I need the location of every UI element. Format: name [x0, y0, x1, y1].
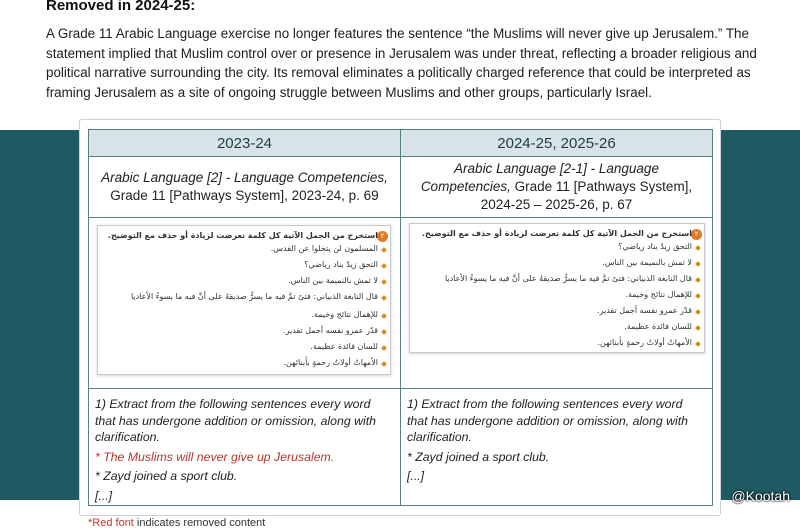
textbook-excerpt-right	[409, 223, 705, 353]
bullet-icon	[381, 329, 387, 335]
bullet-icon	[695, 341, 701, 347]
source-details-left: Grade 11 [Pathways System], 2023-24, p. 69	[110, 188, 379, 203]
arabic-line-left: لا تمش بالنميمة بين الناس.	[288, 276, 378, 285]
bullet-icon	[695, 325, 701, 331]
bullet-icon	[695, 293, 701, 299]
bullet-icon	[695, 277, 701, 283]
arabic-line-left: التحق زيدٌ بناد رياضي؟	[304, 260, 378, 269]
bullet-icon	[695, 245, 701, 251]
translation-instruction-right: 1) Extract from the following sentences every word that has undergone addition or omission, along with clarification.	[407, 397, 688, 444]
arabic-line-left: الأمهاتُ أولاتُ رحمةٍ بأبنائهن.	[283, 358, 378, 367]
exercise-number-badge: ٢	[691, 229, 702, 240]
source-citation-left	[89, 157, 401, 218]
bullet-icon	[381, 263, 387, 269]
ellipsis-right: [...]	[407, 469, 425, 483]
year-header-left: 2023-24	[89, 130, 401, 157]
exercise-number-badge: ٢	[377, 231, 388, 242]
example-sentence-right: * Zayd joined a sport club.	[407, 449, 550, 464]
comparison-table	[88, 129, 713, 506]
arabic-line-left: قال النابغة الذبياني: فتىً تمَّ فيه ما يسرُّ صديقهُ على أنَّ فيه ما يسوءُ الأعاديا	[130, 292, 378, 301]
arabic-line-right: الأمهاتُ أولاتُ رحمةٍ بأبنائهن.	[597, 338, 692, 347]
source-details-right: Grade 11 [Pathways System], 2024-25 – 2025-26, p. 67	[480, 179, 693, 212]
translation-cell-left	[89, 389, 401, 506]
source-title-left: Arabic Language [2] - Language Competencies,	[101, 170, 388, 185]
bullet-icon	[381, 313, 387, 319]
bullet-icon	[381, 247, 387, 253]
bullet-icon	[381, 295, 387, 301]
year-header-right: 2024-25, 2025-26	[401, 130, 713, 157]
arabic-line-left: للإهمال نتائج وخيمة.	[311, 310, 378, 319]
source-title-right: Arabic Language [2-1] - Language Competencies,	[420, 161, 659, 194]
watermark: @Kootah	[731, 488, 790, 504]
arabic-line-left: قدّر عمرو نفسه أجمل تقدير.	[283, 326, 378, 335]
arabic-line-right: للإهمال نتائج وخيمة.	[625, 290, 692, 299]
textbook-excerpt-cell-right	[401, 218, 713, 389]
arabic-line-right: التحق زيدٌ بناد رياضي؟	[618, 242, 692, 251]
bullet-icon	[381, 361, 387, 367]
comparison-card	[80, 120, 720, 515]
textbook-excerpt-cell-left	[89, 218, 401, 389]
textbook-excerpt-left	[97, 225, 391, 375]
bullet-icon	[381, 345, 387, 351]
ellipsis-left: [...]	[95, 488, 113, 503]
article-paragraph: A Grade 11 Arabic Language exercise no longer features the sentence “the Muslims will never give up Jerusalem.” The statement implied that Muslim control over or presence in Jerusalem was under threat, reflecting a broader religious and political narrative surrounding the city. Its removal eliminates a politically charged reference that could be interpreted as framing Jerusalem as a site of ongoing struggle between Muslims and other groups, particularly Israel.	[46, 26, 757, 100]
source-citation-right	[401, 157, 713, 218]
arabic-instruction-left: استخرج من الجمل الآتية كل كلمة تعرضت لزيادة أو حذف مع التوضيح.	[107, 231, 378, 240]
arabic-line-right: قدّر عمرو نفسه أجمل تقدير.	[597, 306, 692, 315]
article-top	[0, 0, 800, 130]
example-sentence-left: * Zayd joined a sport club.	[95, 469, 238, 483]
arabic-line-right: لا تمش بالنميمة بين الناس.	[602, 258, 692, 267]
section-heading: Removed in 2024-25:	[46, 0, 196, 14]
bullet-icon	[381, 279, 387, 285]
footnote	[88, 517, 265, 529]
arabic-line-left: للسان فائدة عظيمة.	[310, 342, 378, 351]
translation-cell-right	[401, 389, 713, 506]
bullet-icon	[695, 309, 701, 315]
removed-sentence: * The Muslims will never give up Jerusalem.	[95, 449, 335, 464]
footnote-text: indicates removed content	[133, 517, 266, 529]
arabic-line-right: للسان فائدة عظيمة.	[624, 322, 692, 331]
translation-instruction-left: 1) Extract from the following sentences every word that has undergone addition or omission, along with clarification.	[95, 397, 376, 444]
arabic-line-right: قال النابغة الذبياني: فتىً تمَّ فيه ما يسرُّ صديقهُ على أنَّ فيه ما يسوءُ الأعاديا	[444, 274, 692, 283]
arabic-line-left: المسلمون لن يتخلوا عن القدس.	[270, 244, 378, 253]
footnote-marker: *Red font	[88, 517, 134, 529]
bullet-icon	[695, 261, 701, 267]
arabic-instruction-right: استخرج من الجمل الآتية كل كلمة تعرضت لزيادة أو حذف مع التوضيح.	[421, 229, 692, 238]
